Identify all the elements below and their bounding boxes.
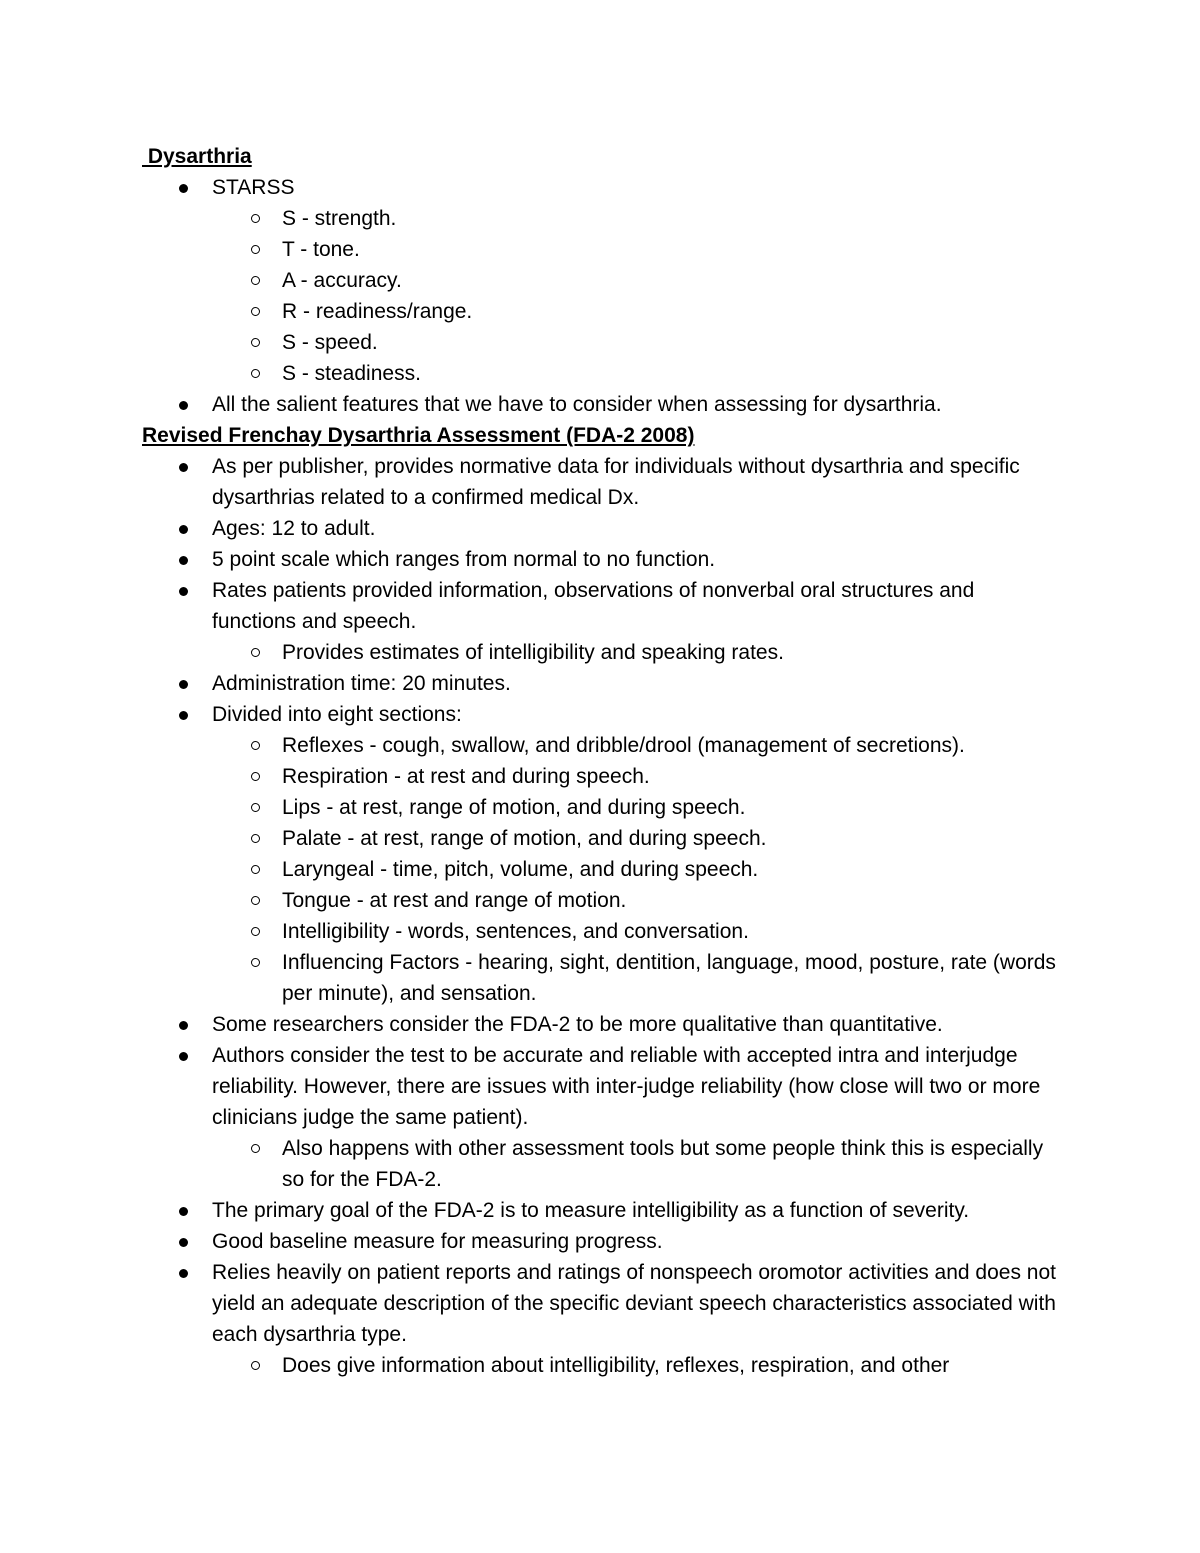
sub-list-item-text: Does give information about intelligibility, reflexes, respiration, and other xyxy=(282,1354,950,1377)
sub-list-item-text: S - strength. xyxy=(282,207,397,230)
sub-list-item xyxy=(212,265,1062,296)
filled-bullet-icon xyxy=(179,1207,188,1216)
hollow-bullet-icon xyxy=(251,1144,260,1153)
sub-list-item xyxy=(212,234,1062,265)
list-item-text: 5 point scale which ranges from normal to no function. xyxy=(212,548,716,571)
bullet-list-dysarthria xyxy=(142,172,1062,420)
list-item-text: Authors consider the test to be accurate and reliable with accepted intra and interjudge reliability. However, there are issues with inter-judge reliability (how close will two or more clinicians judge the same patient). xyxy=(212,1044,1041,1129)
sub-list-item-text: Influencing Factors - hearing, sight, dentition, language, mood, posture, rate (words per minute), and sensation. xyxy=(282,951,1056,1005)
list-item xyxy=(142,1195,1062,1226)
sub-list-item xyxy=(212,296,1062,327)
filled-bullet-icon xyxy=(179,184,188,193)
filled-bullet-icon xyxy=(179,1021,188,1030)
sub-bullet-list xyxy=(212,1350,1062,1381)
hollow-bullet-icon xyxy=(251,803,260,812)
list-item xyxy=(142,1009,1062,1040)
list-item-text: STARSS xyxy=(212,176,295,199)
sub-list-item-text: Also happens with other assessment tools but some people think this is especially so for the FDA-2. xyxy=(282,1137,1044,1191)
sub-list-item xyxy=(212,916,1062,947)
list-item-text: Rates patients provided information, observations of nonverbal oral structures and functions and speech. xyxy=(212,579,975,633)
sub-list-item-text: Lips - at rest, range of motion, and during speech. xyxy=(282,796,746,819)
list-item-text: The primary goal of the FDA-2 is to measure intelligibility as a function of severity. xyxy=(212,1199,970,1222)
hollow-bullet-icon xyxy=(251,896,260,905)
list-item-text: Ages: 12 to adult. xyxy=(212,517,376,540)
hollow-bullet-icon xyxy=(251,834,260,843)
filled-bullet-icon xyxy=(179,680,188,689)
sub-list-item-text: Respiration - at rest and during speech. xyxy=(282,765,650,788)
section-heading-fda2: Revised Frenchay Dysarthria Assessment (FDA-2 2008) xyxy=(142,424,695,447)
list-item xyxy=(142,699,1062,1009)
sub-list-item xyxy=(212,1133,1062,1195)
sub-list-item xyxy=(212,823,1062,854)
sub-bullet-list xyxy=(212,637,1062,668)
sub-list-item-text: R - readiness/range. xyxy=(282,300,473,323)
list-item-text: All the salient features that we have to consider when assessing for dysarthria. xyxy=(212,393,942,416)
filled-bullet-icon xyxy=(179,1052,188,1061)
bullet-list-fda2 xyxy=(142,451,1062,1381)
sub-bullet-list xyxy=(212,203,1062,389)
hollow-bullet-icon xyxy=(251,1361,260,1370)
list-item xyxy=(142,544,1062,575)
sub-list-item-text: T - tone. xyxy=(282,238,360,261)
sub-list-item-text: S - steadiness. xyxy=(282,362,421,385)
sub-list-item-text: Provides estimates of intelligibility and speaking rates. xyxy=(282,641,784,664)
sub-list-item xyxy=(212,327,1062,358)
hollow-bullet-icon xyxy=(251,958,260,967)
filled-bullet-icon xyxy=(179,711,188,720)
list-item xyxy=(142,389,1062,420)
list-item xyxy=(142,172,1062,389)
sub-list-item xyxy=(212,792,1062,823)
list-item-text: As per publisher, provides normative data for individuals without dysarthria and specific dysarthrias related to a confirmed medical Dx. xyxy=(212,455,1020,509)
filled-bullet-icon xyxy=(179,1238,188,1247)
sub-list-item xyxy=(212,1350,1062,1381)
filled-bullet-icon xyxy=(179,463,188,472)
list-item xyxy=(142,1040,1062,1195)
sub-list-item xyxy=(212,203,1062,234)
sub-list-item-text: Intelligibility - words, sentences, and conversation. xyxy=(282,920,749,943)
hollow-bullet-icon xyxy=(251,276,260,285)
list-item xyxy=(142,513,1062,544)
document-body xyxy=(142,141,1062,1381)
sub-list-item xyxy=(212,947,1062,1009)
sub-bullet-list xyxy=(212,1133,1062,1195)
sub-bullet-list xyxy=(212,730,1062,1009)
filled-bullet-icon xyxy=(179,525,188,534)
list-item xyxy=(142,668,1062,699)
sub-list-item-text: Palate - at rest, range of motion, and during speech. xyxy=(282,827,767,850)
list-item-text: Relies heavily on patient reports and ratings of nonspeech oromotor activities and does not yield an adequate description of the specific deviant speech characteristics associated with each dysarthria type. xyxy=(212,1261,1056,1346)
hollow-bullet-icon xyxy=(251,307,260,316)
sub-list-item-text: Tongue - at rest and range of motion. xyxy=(282,889,627,912)
filled-bullet-icon xyxy=(179,1269,188,1278)
list-item xyxy=(142,1257,1062,1381)
hollow-bullet-icon xyxy=(251,772,260,781)
hollow-bullet-icon xyxy=(251,369,260,378)
hollow-bullet-icon xyxy=(251,927,260,936)
hollow-bullet-icon xyxy=(251,214,260,223)
sub-list-item xyxy=(212,761,1062,792)
sub-list-item-text: Laryngeal - time, pitch, volume, and during speech. xyxy=(282,858,759,881)
list-item xyxy=(142,575,1062,668)
list-item-text: Good baseline measure for measuring progress. xyxy=(212,1230,663,1253)
sub-list-item xyxy=(212,637,1062,668)
sub-list-item xyxy=(212,854,1062,885)
list-item-text: Some researchers consider the FDA-2 to be more qualitative than quantitative. xyxy=(212,1013,943,1036)
filled-bullet-icon xyxy=(179,556,188,565)
hollow-bullet-icon xyxy=(251,338,260,347)
filled-bullet-icon xyxy=(179,587,188,596)
list-item xyxy=(142,1226,1062,1257)
list-item-text: Divided into eight sections: xyxy=(212,703,462,726)
sub-list-item-text: S - speed. xyxy=(282,331,378,354)
list-item-text: Administration time: 20 minutes. xyxy=(212,672,511,695)
list-item xyxy=(142,451,1062,513)
sub-list-item xyxy=(212,885,1062,916)
hollow-bullet-icon xyxy=(251,741,260,750)
sub-list-item-text: Reflexes - cough, swallow, and dribble/drool (management of secretions). xyxy=(282,734,965,757)
hollow-bullet-icon xyxy=(251,865,260,874)
hollow-bullet-icon xyxy=(251,648,260,657)
sub-list-item-text: A - accuracy. xyxy=(282,269,402,292)
section-heading-dysarthria: Dysarthria xyxy=(142,145,252,168)
sub-list-item xyxy=(212,730,1062,761)
filled-bullet-icon xyxy=(179,401,188,410)
sub-list-item xyxy=(212,358,1062,389)
hollow-bullet-icon xyxy=(251,245,260,254)
